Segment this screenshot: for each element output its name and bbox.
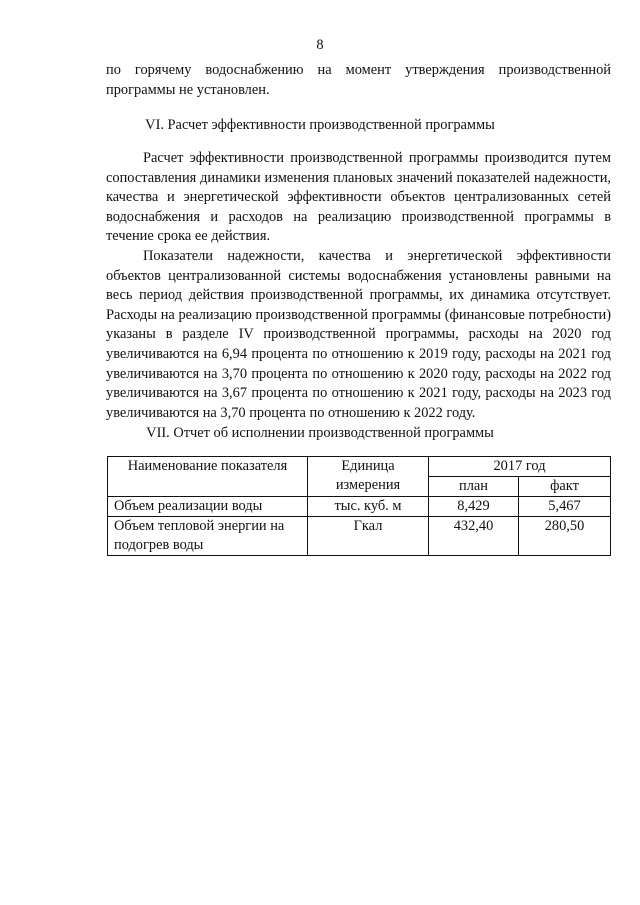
row-unit: тыс. куб. м (308, 497, 429, 517)
report-table (107, 456, 611, 556)
row-indicator: Объем реализации воды (108, 497, 308, 517)
section-6-paragraph-1: Расчет эффективности производственной программы производится путем сопоставления динамики изменения плановых значений показателей надежности, качества и энергетической эффективности объектов централизованных сетей водоснабжения и расходов на реализацию производственной программы в течение срока ее действия. (106, 150, 611, 245)
section-6-body (106, 149, 611, 423)
continuation-block (106, 61, 611, 100)
table-header-row (108, 457, 611, 477)
table-row (108, 497, 611, 517)
row-plan: 8,429 (429, 497, 519, 517)
section-6-heading: VI. Расчет эффективности производственной программы (145, 117, 495, 133)
section-6-paragraph-2: Показатели надежности, качества и энергетической эффективности объектов централизованной системы водоснабжения установлены равными на весь период действия производственной программы, их динамика отсутствует. Расходы на реализацию производственной программы (финансовые потребности) указаны в разделе IV производственной программы, расходы на 2020 год увеличиваются на 6,94 процента по отношению к 2019 году, расходы на 2021 год увеличиваются на 3,70 процента по отношению к 2020 году, расходы на 2022 год увеличиваются на 3,67 процента по отношению к 2021 году, расходы на 2023 год увеличиваются на 3,70 процента по отношению к 2022 году. (106, 247, 611, 421)
header-plan: план (429, 477, 519, 497)
header-unit: Единица измерения (308, 457, 429, 497)
header-year: 2017 год (429, 457, 611, 477)
row-unit: Гкал (308, 517, 429, 556)
row-indicator: Объем тепловой энергии на подогрев воды (108, 517, 308, 556)
header-fact: факт (519, 477, 611, 497)
header-indicator: Наименование показателя (108, 457, 308, 497)
row-fact: 5,467 (519, 497, 611, 517)
row-fact: 280,50 (519, 517, 611, 556)
section-7-heading: VII. Отчет об исполнении производственной программы (146, 425, 494, 441)
page-number: 8 (316, 37, 324, 53)
row-plan: 432,40 (429, 517, 519, 556)
continuation-paragraph: по горячему водоснабжению на момент утверждения производственной программы не установлен. (106, 62, 611, 98)
table-row (108, 517, 611, 556)
